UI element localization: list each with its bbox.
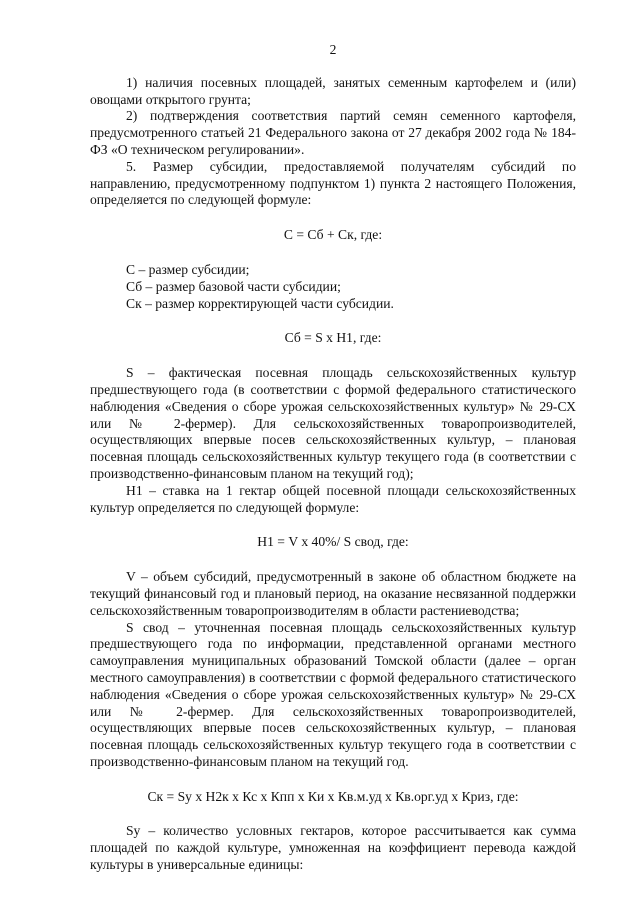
formula-correction-part: Ск = Sу х Н2к х Кс х Кпп х Ки х Кв.м.уд х Кв.орг.уд х Криз, где: [147,788,519,804]
definition-s: S – фактическая посевная площадь сельскохозяйственных культур предшествующего года (в соответствии с формой федерального статистического наблюдения «Сведения о сборе урожая сельскохозяйственных культур» № 29-СХ или № 2-фермер). Для сельскохозяйственных товаропроизводителей, осуществляющих впервые посев сельскохозяйственных культур, – плановая посевная площадь сельскохозяйственных культур текущего года (в соответствии с производственно-финансовым планом на текущий год); [90,365,576,481]
page-number: 2 [329,42,337,57]
paragraph-item-5: 5. Размер субсидии, предоставляемой получателям субсидий по направлению, предусмотренному подпунктом 1) пункта 2 настоящего Положения, определяется по следующей формуле: [90,158,576,208]
definition-s-svod: S свод – уточненная посевная площадь сельскохозяйственных культур предшествующего года по информации, представленной органами местного самоуправления муниципальных образований Томской области (далее – орган местного самоуправления) в соответствии с формой федерального статистического наблюдения «Сведения о сборе урожая сельскохозяйственных культур» № 29-СХ или № 2-фермер. Для сельскохозяйственных товаропроизводителей, осуществляющих впервые посев сельскохозяйственных культур, – плановая посевная площадь сельскохозяйственных культур текущего года в соответствии с производственно-финансовым планом на текущий год. [90,619,576,769]
paragraph-item-2: 2) подтверждения соответствия партий семян семенного картофеля, предусмотренного статьей 21 Федерального закона от 27 декабря 2002 года № 184-ФЗ «О техническом регулировании». [90,108,576,157]
formula-rate: Н1 = V х 40%/ S свод, где: [257,534,409,550]
formula-base-part: Сб = S х Н1, где: [284,330,382,346]
definition-h1: Н1 – ставка на 1 гектар общей посевной площади сельскохозяйственных культур определяется по следующей формуле: [90,482,576,515]
definition-cb: Сб – размер базовой части субсидии; [126,278,341,294]
paragraph-item-1: 1) наличия посевных площадей, занятых семенным картофелем и (или) овощами открытого грунта; [90,74,576,107]
definition-ck: Ск – размер корректирующей части субсидии. [126,295,394,311]
definition-v: V – объем субсидий, предусмотренный в законе об областном бюджете на текущий финансовый год и плановый период, на оказание несвязанной поддержки сельскохозяйственным товаропроизводителям в области растениеводства; [90,569,576,618]
definition-sy: Sу – количество условных гектаров, которое рассчитывается как сумма площадей по каждой культуре, умноженная на коэффициент перевода каждой культуры в универсальные единицы: [90,823,576,873]
definition-c: С – размер субсидии; [126,261,250,277]
formula-subsidy: С = Сб + Ск, где: [283,227,383,243]
